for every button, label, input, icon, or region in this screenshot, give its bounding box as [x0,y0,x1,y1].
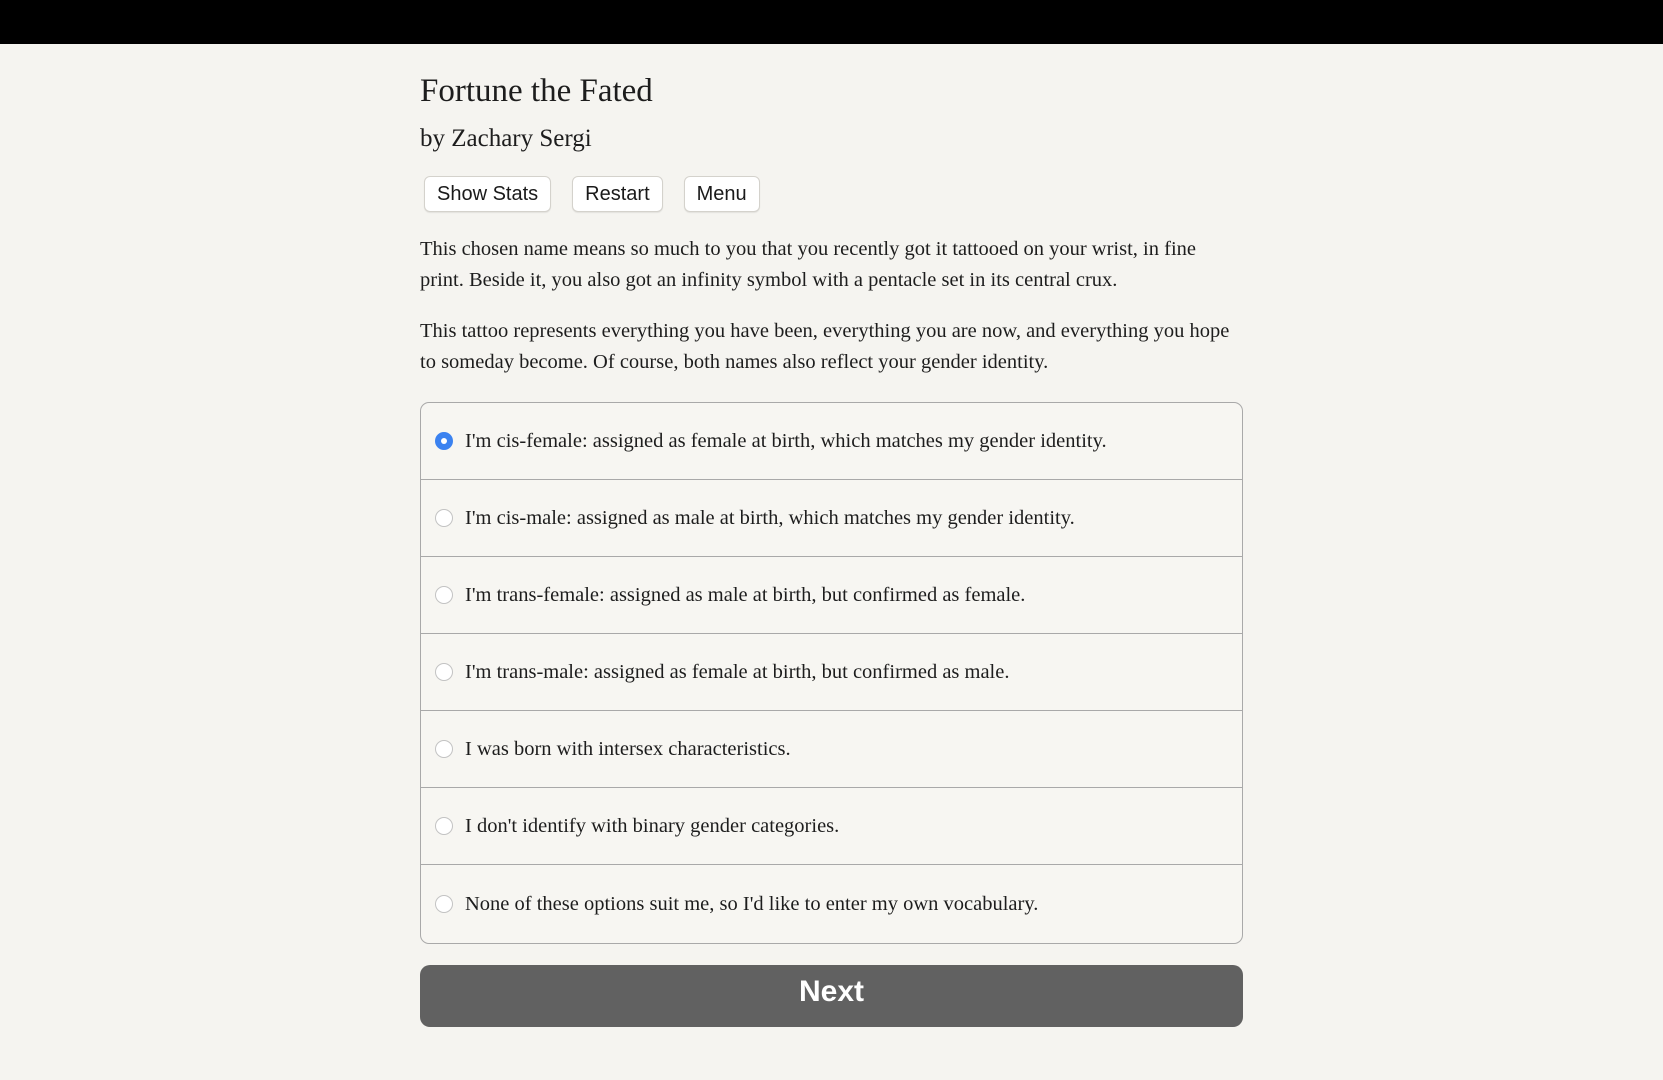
game-toolbar [420,176,1243,212]
choice-option-cis-male[interactable] [421,480,1242,557]
story-paragraph: This tattoo represents everything you have been, everything you are now, and everything you hope to someday become. Of course, both names also reflect your gender identity. [420,320,1230,373]
story-paragraph: This chosen name means so much to you that you recently got it tattooed on your wrist, in fine print. Beside it, you also got an infinity symbol with a pentacle set in its central crux. [420,238,1196,291]
choice-label: I was born with intersex characteristics. [465,737,791,760]
radio-unselected-icon[interactable] [435,663,453,681]
show-stats-button[interactable]: Show Stats [424,176,551,212]
choice-list [420,402,1243,944]
choice-label: I'm trans-male: assigned as female at birth, but confirmed as male. [465,660,1010,683]
game-title: Fortune the Fated [420,73,653,109]
choice-label: I'm cis-male: assigned as male at birth, which matches my gender identity. [465,506,1075,529]
choice-label: I'm trans-female: assigned as male at birth, but confirmed as female. [465,583,1026,606]
choice-option-custom[interactable] [421,865,1242,943]
choice-label: I'm cis-female: assigned as female at birth, which matches my gender identity. [465,429,1107,452]
choice-option-non-binary[interactable] [421,788,1242,865]
radio-unselected-icon[interactable] [435,817,453,835]
choice-label: I don't identify with binary gender categories. [465,814,840,837]
restart-button[interactable]: Restart [572,176,662,212]
window-top-bar [0,0,1663,44]
choice-option-trans-female[interactable] [421,557,1242,634]
menu-button[interactable]: Menu [684,176,760,212]
radio-unselected-icon[interactable] [435,895,453,913]
radio-unselected-icon[interactable] [435,586,453,604]
game-page [420,44,1243,1027]
choice-option-trans-male[interactable] [421,634,1242,711]
choice-option-cis-female[interactable] [421,403,1242,480]
radio-unselected-icon[interactable] [435,740,453,758]
choice-option-intersex[interactable] [421,711,1242,788]
game-author: by Zachary Sergi [420,125,592,152]
radio-selected-icon[interactable] [435,432,453,450]
next-button[interactable]: Next [420,965,1243,1027]
radio-unselected-icon[interactable] [435,509,453,527]
choice-label: None of these options suit me, so I'd like to enter my own vocabulary. [465,892,1039,915]
